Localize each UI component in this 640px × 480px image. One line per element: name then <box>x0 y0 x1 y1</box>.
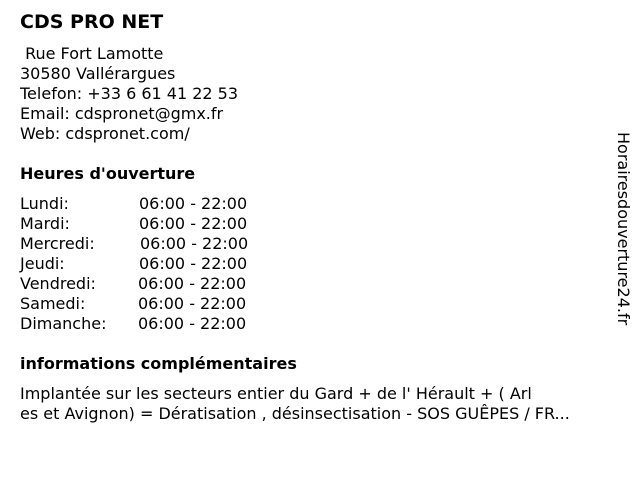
email-address: Email: cdspronet@gmx.fr <box>20 104 224 123</box>
day-label: Lundi: <box>20 194 69 213</box>
day-label: Mardi: <box>20 214 70 233</box>
time-range: 06:00 - 22:00 <box>139 214 248 233</box>
website: Web: cdspronet.com/ <box>20 124 190 143</box>
time-range: 06:00 - 22:00 <box>139 254 248 273</box>
info-description <box>20 384 630 424</box>
time-range: 06:00 - 22:00 <box>139 194 248 213</box>
info-line-2: es et Avignon) = Dératisation , désinsectisation - SOS GUÊPES / FR... <box>20 404 570 423</box>
day-label: Jeudi: <box>20 254 65 273</box>
time-range: 06:00 - 22:00 <box>140 234 249 253</box>
info-heading: informations complémentaires <box>20 354 297 373</box>
time-range: 06:00 - 22:00 <box>138 274 247 293</box>
day-label: Mercredi: <box>20 234 95 253</box>
time-range: 06:00 - 22:00 <box>138 294 247 313</box>
day-label: Samedi: <box>20 294 86 313</box>
phone-number: Telefon: +33 6 61 41 22 53 <box>20 84 239 103</box>
address-city: 30580 Vallérargues <box>20 64 176 83</box>
site-watermark: Horairesdouverture24.fr <box>614 132 633 326</box>
info-line-1: Implantée sur les secteurs entier du Gard + de l' Hérault + ( Arl <box>20 384 532 403</box>
address-street: Rue Fort Lamotte <box>20 44 164 63</box>
contact-block <box>20 44 238 144</box>
day-label: Vendredi: <box>20 274 96 293</box>
hours-heading: Heures d'ouverture <box>20 164 196 183</box>
time-range: 06:00 - 22:00 <box>138 314 247 333</box>
business-name: CDS PRO NET <box>20 11 164 33</box>
day-label: Dimanche: <box>20 314 107 333</box>
